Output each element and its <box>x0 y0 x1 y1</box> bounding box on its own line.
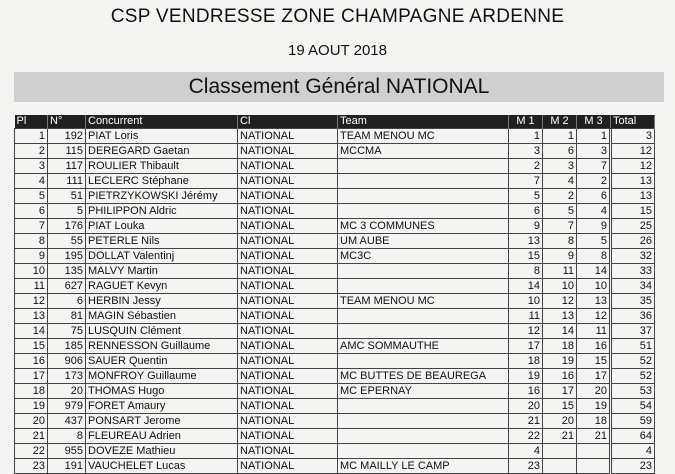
cell-team <box>338 189 509 204</box>
table-row <box>15 309 655 324</box>
cell-place: 12 <box>15 294 48 309</box>
table-row <box>15 144 655 159</box>
cell-class: NATIONAL <box>238 159 338 174</box>
cell-total: 32 <box>611 249 655 264</box>
cell-total: 15 <box>611 204 655 219</box>
table-row <box>15 414 655 429</box>
cell-m2: 19 <box>543 354 577 369</box>
cell-team: MC 3 COMMUNES <box>338 219 509 234</box>
table-row <box>15 444 655 459</box>
cell-m1: 7 <box>509 174 543 189</box>
cell-number: 195 <box>48 249 86 264</box>
cell-m2: 1 <box>543 129 577 144</box>
cell-place: 18 <box>15 384 48 399</box>
cell-class: NATIONAL <box>238 189 338 204</box>
cell-concurrent: DOVEZE Mathieu <box>86 444 238 459</box>
cell-m1: 8 <box>509 264 543 279</box>
cell-m2: 10 <box>543 279 577 294</box>
cell-concurrent: MAGIN Sébastien <box>86 309 238 324</box>
cell-m3: 10 <box>577 279 611 294</box>
cell-team: MC EPERNAY <box>338 384 509 399</box>
cell-place: 3 <box>15 159 48 174</box>
cell-place: 22 <box>15 444 48 459</box>
cell-m1: 16 <box>509 384 543 399</box>
cell-total: 12 <box>611 144 655 159</box>
cell-number: 6 <box>48 294 86 309</box>
cell-m3: 21 <box>577 429 611 444</box>
table-row <box>15 174 655 189</box>
cell-class: NATIONAL <box>238 129 338 144</box>
cell-total: 59 <box>611 414 655 429</box>
cell-place: 23 <box>15 459 48 474</box>
cell-place: 1 <box>15 129 48 144</box>
cell-number: 20 <box>48 384 86 399</box>
results-table <box>14 115 655 474</box>
cell-m2 <box>543 459 577 474</box>
table-row <box>15 279 655 294</box>
col-header-total: Total <box>611 115 655 129</box>
cell-concurrent: SAUER Quentin <box>86 354 238 369</box>
cell-m1: 17 <box>509 339 543 354</box>
cell-m1: 18 <box>509 354 543 369</box>
cell-m2: 5 <box>543 204 577 219</box>
cell-concurrent: PIAT Loris <box>86 129 238 144</box>
cell-m2: 8 <box>543 234 577 249</box>
table-header-row <box>15 115 655 129</box>
cell-number: 955 <box>48 444 86 459</box>
cell-m1: 11 <box>509 309 543 324</box>
col-header-m3: M 3 <box>577 115 611 129</box>
cell-place: 4 <box>15 174 48 189</box>
cell-class: NATIONAL <box>238 324 338 339</box>
cell-number: 191 <box>48 459 86 474</box>
cell-place: 5 <box>15 189 48 204</box>
cell-m2: 18 <box>543 339 577 354</box>
cell-team <box>338 279 509 294</box>
cell-m2: 3 <box>543 159 577 174</box>
cell-class: NATIONAL <box>238 294 338 309</box>
table-row <box>15 189 655 204</box>
cell-m3: 16 <box>577 339 611 354</box>
cell-concurrent: PIAT Louka <box>86 219 238 234</box>
cell-m2: 12 <box>543 294 577 309</box>
cell-m3: 14 <box>577 264 611 279</box>
table-row <box>15 159 655 174</box>
cell-place: 10 <box>15 264 48 279</box>
cell-m3: 6 <box>577 189 611 204</box>
cell-team <box>338 399 509 414</box>
cell-m3 <box>577 459 611 474</box>
cell-place: 8 <box>15 234 48 249</box>
cell-m3: 13 <box>577 294 611 309</box>
cell-total: 26 <box>611 234 655 249</box>
cell-class: NATIONAL <box>238 264 338 279</box>
document-title: CSP VENDRESSE ZONE CHAMPAGNE ARDENNE <box>110 6 565 27</box>
cell-number: 81 <box>48 309 86 324</box>
cell-team: TEAM MENOU MC <box>338 129 509 144</box>
cell-total: 52 <box>611 369 655 384</box>
cell-total: 54 <box>611 399 655 414</box>
cell-number: 185 <box>48 339 86 354</box>
table-row <box>15 264 655 279</box>
cell-m1: 22 <box>509 429 543 444</box>
cell-place: 17 <box>15 369 48 384</box>
cell-team <box>338 444 509 459</box>
cell-team <box>338 264 509 279</box>
cell-team: MC BUTTES DE BEAUREGA <box>338 369 509 384</box>
cell-class: NATIONAL <box>238 339 338 354</box>
cell-concurrent: DOLLAT Valentinj <box>86 249 238 264</box>
cell-m2: 16 <box>543 369 577 384</box>
cell-concurrent: PONSART Jerome <box>86 414 238 429</box>
table-row <box>15 459 655 474</box>
cell-team: AMC SOMMAUTHE <box>338 339 509 354</box>
table-row <box>15 249 655 264</box>
table-row <box>15 294 655 309</box>
cell-m3: 4 <box>577 204 611 219</box>
cell-class: NATIONAL <box>238 249 338 264</box>
cell-number: 906 <box>48 354 86 369</box>
col-header-m1: M 1 <box>509 115 543 129</box>
cell-class: NATIONAL <box>238 279 338 294</box>
cell-m1: 9 <box>509 219 543 234</box>
cell-concurrent: PETERLE Nils <box>86 234 238 249</box>
cell-m1: 5 <box>509 189 543 204</box>
cell-m2: 9 <box>543 249 577 264</box>
cell-total: 51 <box>611 339 655 354</box>
cell-number: 117 <box>48 159 86 174</box>
table-row <box>15 369 655 384</box>
cell-team <box>338 174 509 189</box>
cell-team <box>338 429 509 444</box>
cell-m3: 5 <box>577 234 611 249</box>
cell-total: 35 <box>611 294 655 309</box>
cell-team <box>338 159 509 174</box>
cell-concurrent: RENNESSON Guillaume <box>86 339 238 354</box>
cell-total: 33 <box>611 264 655 279</box>
col-header-pl: Pl <box>15 115 48 129</box>
cell-m2: 2 <box>543 189 577 204</box>
table-row <box>15 399 655 414</box>
cell-team: TEAM MENOU MC <box>338 294 509 309</box>
cell-concurrent: MALVY Martin <box>86 264 238 279</box>
col-header-num: N° <box>48 115 86 129</box>
cell-number: 5 <box>48 204 86 219</box>
col-header-m2: M 2 <box>543 115 577 129</box>
cell-m2: 7 <box>543 219 577 234</box>
cell-total: 52 <box>611 354 655 369</box>
cell-m3 <box>577 444 611 459</box>
cell-team <box>338 309 509 324</box>
cell-m3: 8 <box>577 249 611 264</box>
cell-m3: 7 <box>577 159 611 174</box>
cell-concurrent: LUSQUIN Clément <box>86 324 238 339</box>
table-row <box>15 384 655 399</box>
cell-m3: 12 <box>577 309 611 324</box>
cell-place: 15 <box>15 339 48 354</box>
cell-m3: 1 <box>577 129 611 144</box>
table-row <box>15 339 655 354</box>
cell-number: 115 <box>48 144 86 159</box>
cell-concurrent: PHILIPPON Aldric <box>86 204 238 219</box>
cell-team: MCCMA <box>338 144 509 159</box>
cell-concurrent: DEREGARD Gaetan <box>86 144 238 159</box>
cell-m1: 2 <box>509 159 543 174</box>
table-row <box>15 354 655 369</box>
cell-m2: 14 <box>543 324 577 339</box>
col-header-team: Team <box>338 115 509 129</box>
table-row <box>15 324 655 339</box>
cell-class: NATIONAL <box>238 354 338 369</box>
cell-total: 36 <box>611 309 655 324</box>
cell-class: NATIONAL <box>238 384 338 399</box>
cell-total: 13 <box>611 174 655 189</box>
cell-total: 37 <box>611 324 655 339</box>
cell-class: NATIONAL <box>238 414 338 429</box>
cell-m1: 10 <box>509 294 543 309</box>
cell-class: NATIONAL <box>238 459 338 474</box>
cell-m1: 1 <box>509 129 543 144</box>
cell-place: 14 <box>15 324 48 339</box>
cell-team <box>338 354 509 369</box>
cell-m1: 14 <box>509 279 543 294</box>
cell-concurrent: THOMAS Hugo <box>86 384 238 399</box>
cell-m3: 20 <box>577 384 611 399</box>
cell-total: 12 <box>611 159 655 174</box>
cell-class: NATIONAL <box>238 309 338 324</box>
cell-place: 2 <box>15 144 48 159</box>
cell-total: 64 <box>611 429 655 444</box>
cell-concurrent: FLEUREAU Adrien <box>86 429 238 444</box>
cell-total: 23 <box>611 459 655 474</box>
cell-total: 25 <box>611 219 655 234</box>
cell-m1: 3 <box>509 144 543 159</box>
cell-concurrent: MONFROY Guillaume <box>86 369 238 384</box>
cell-place: 11 <box>15 279 48 294</box>
cell-class: NATIONAL <box>238 204 338 219</box>
cell-number: 627 <box>48 279 86 294</box>
cell-number: 192 <box>48 129 86 144</box>
cell-m3: 19 <box>577 399 611 414</box>
cell-class: NATIONAL <box>238 219 338 234</box>
cell-class: NATIONAL <box>238 429 338 444</box>
cell-place: 16 <box>15 354 48 369</box>
cell-m2: 20 <box>543 414 577 429</box>
cell-team: MC MAILLY LE CAMP <box>338 459 509 474</box>
cell-m2: 11 <box>543 264 577 279</box>
cell-number: 135 <box>48 264 86 279</box>
cell-team <box>338 324 509 339</box>
cell-concurrent: FORET Amaury <box>86 399 238 414</box>
cell-concurrent: VAUCHELET Lucas <box>86 459 238 474</box>
cell-m2: 4 <box>543 174 577 189</box>
cell-total: 13 <box>611 189 655 204</box>
cell-m1: 20 <box>509 399 543 414</box>
cell-number: 437 <box>48 414 86 429</box>
cell-class: NATIONAL <box>238 444 338 459</box>
cell-team: MC3C <box>338 249 509 264</box>
cell-concurrent: LECLERC Stéphane <box>86 174 238 189</box>
cell-total: 53 <box>611 384 655 399</box>
col-header-cl: Cl <box>238 115 338 129</box>
cell-number: 173 <box>48 369 86 384</box>
cell-total: 34 <box>611 279 655 294</box>
classification-banner: Classement Général NATIONAL <box>14 72 664 102</box>
table-row <box>15 219 655 234</box>
cell-class: NATIONAL <box>238 369 338 384</box>
table-row <box>15 234 655 249</box>
cell-place: 19 <box>15 399 48 414</box>
cell-m2 <box>543 444 577 459</box>
cell-number: 51 <box>48 189 86 204</box>
table-body <box>15 129 655 474</box>
cell-m2: 13 <box>543 309 577 324</box>
cell-m3: 15 <box>577 354 611 369</box>
cell-m1: 19 <box>509 369 543 384</box>
cell-concurrent: ROULIER Thibault <box>86 159 238 174</box>
cell-team <box>338 414 509 429</box>
cell-number: 75 <box>48 324 86 339</box>
cell-number: 979 <box>48 399 86 414</box>
cell-concurrent: PIETRZYKOWSKI Jérémy <box>86 189 238 204</box>
cell-concurrent: RAGUET Kevyn <box>86 279 238 294</box>
cell-total: 4 <box>611 444 655 459</box>
cell-number: 8 <box>48 429 86 444</box>
cell-team: UM AUBE <box>338 234 509 249</box>
cell-m3: 3 <box>577 144 611 159</box>
table-row <box>15 129 655 144</box>
cell-place: 13 <box>15 309 48 324</box>
cell-m1: 4 <box>509 444 543 459</box>
cell-m1: 6 <box>509 204 543 219</box>
cell-place: 6 <box>15 204 48 219</box>
cell-m1: 13 <box>509 234 543 249</box>
cell-class: NATIONAL <box>238 399 338 414</box>
col-header-concurrent: Concurrent <box>86 115 238 129</box>
cell-total: 3 <box>611 129 655 144</box>
cell-class: NATIONAL <box>238 174 338 189</box>
cell-m2: 6 <box>543 144 577 159</box>
table-row <box>15 429 655 444</box>
event-date: 19 AOUT 2018 <box>288 42 387 59</box>
cell-m2: 15 <box>543 399 577 414</box>
cell-class: NATIONAL <box>238 234 338 249</box>
cell-m2: 21 <box>543 429 577 444</box>
cell-m1: 21 <box>509 414 543 429</box>
cell-class: NATIONAL <box>238 144 338 159</box>
cell-m3: 18 <box>577 414 611 429</box>
cell-number: 55 <box>48 234 86 249</box>
cell-place: 20 <box>15 414 48 429</box>
cell-number: 111 <box>48 174 86 189</box>
cell-place: 7 <box>15 219 48 234</box>
cell-m3: 9 <box>577 219 611 234</box>
cell-m3: 11 <box>577 324 611 339</box>
cell-team <box>338 204 509 219</box>
table-row <box>15 204 655 219</box>
cell-place: 21 <box>15 429 48 444</box>
cell-m2: 17 <box>543 384 577 399</box>
cell-m3: 17 <box>577 369 611 384</box>
cell-concurrent: HERBIN Jessy <box>86 294 238 309</box>
cell-m1: 15 <box>509 249 543 264</box>
cell-m3: 2 <box>577 174 611 189</box>
cell-m1: 23 <box>509 459 543 474</box>
cell-place: 9 <box>15 249 48 264</box>
cell-number: 176 <box>48 219 86 234</box>
cell-m1: 12 <box>509 324 543 339</box>
